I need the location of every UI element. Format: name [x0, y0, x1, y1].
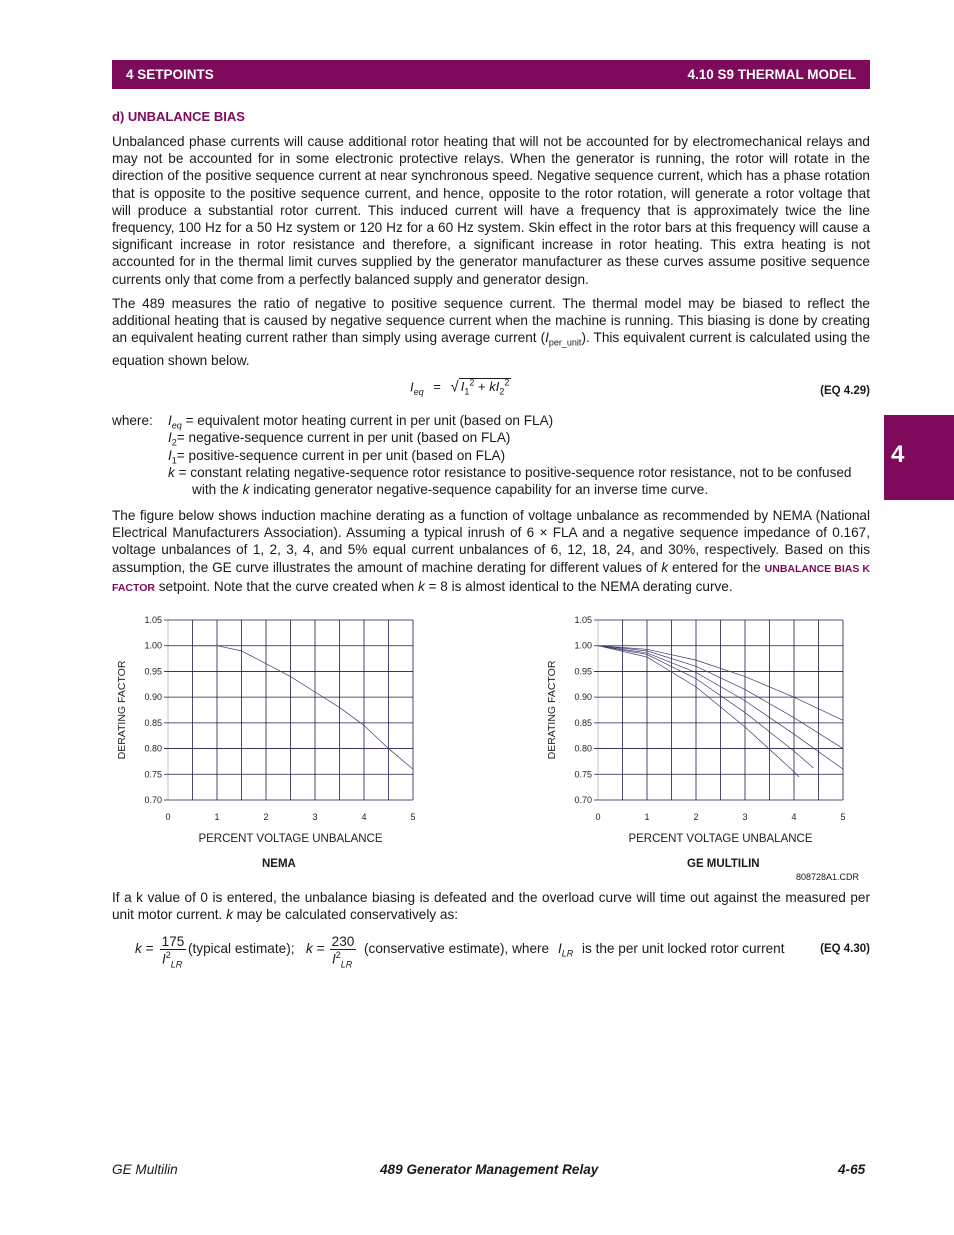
- equation-number-4-29: (EQ 4.29): [820, 385, 870, 397]
- y-tick-label: 1.00: [574, 640, 592, 651]
- header-section: 4.10 S9 THERMAL MODEL: [687, 67, 856, 82]
- series-line: [193, 646, 414, 769]
- x-tick-label: 0: [595, 812, 601, 822]
- y-tick-label: 0.80: [144, 743, 162, 754]
- equation-number-4-30: (EQ 4.30): [820, 943, 870, 955]
- paragraph-1: Unbalanced phase currents will cause additional rotor heating that will not be accounted for by electromechanical relays and may not be accounted for in some electronic protective relays. When the generator is running, the rotor will rotate in the direction of the positive sequence current at near synchronous speed. Negative sequence current, which has a phase rotation that is opposite to the positive sequence current, and hence, opposite to the rotor rotation, will generate a rotor voltage that will produce a substantial rotor current. This induced current will have a frequency that is approximately twice the line frequency, 100 Hz for a 50 Hz system or 120 Hz for a 60 Hz system. Skin effect in the rotor bars at this frequency will cause a significant increase in rotor resistance and therefore, a significant increase in rotor heating. This extra heating is not accounted for in the thermal limit curves supplied by the generator manufacturer as these curves assume positive sequence currents only that come from a perfectly balanced supply and generator design.: [112, 134, 870, 287]
- series-line: [598, 646, 799, 777]
- y-tick-label: 0.70: [574, 795, 592, 805]
- def-k: k = constant relating negative-sequence rotor resistance to positive-sequence rotor resistance, not to be confused: [168, 465, 852, 480]
- chapter-tab-number: 4: [891, 441, 905, 468]
- y-axis-label: DERATING FACTOR: [546, 660, 558, 760]
- x-tick-label: 3: [312, 812, 318, 822]
- series-line: [598, 646, 814, 768]
- x-tick-label: 2: [693, 812, 699, 822]
- y-tick-label: 0.90: [144, 692, 162, 703]
- y-tick-label: 0.95: [574, 666, 592, 677]
- y-tick-label: 0.75: [144, 769, 162, 780]
- y-axis-label: DERATING FACTOR: [116, 660, 128, 760]
- y-tick-label: 0.85: [144, 717, 162, 728]
- y-tick-label: 0.95: [144, 666, 162, 677]
- x-tick-label: 2: [263, 812, 269, 822]
- def-k-cont: with the k indicating generator negative-sequence capability for an inverse time curve.: [192, 482, 709, 497]
- x-axis-label: PERCENT VOLTAGE UNBALANCE: [628, 833, 813, 845]
- x-tick-label: 5: [840, 812, 846, 822]
- x-axis-label: PERCENT VOLTAGE UNBALANCE: [198, 833, 383, 845]
- equation-4-29: $I_{eq}$ = √ $I_1^2 + kI_2^2$: [410, 378, 510, 397]
- def-i1: $I_1=$ positive-sequence current in per unit (based on FLA): [168, 448, 506, 466]
- nema-chart: [110, 608, 430, 853]
- x-tick-label: 4: [791, 812, 797, 822]
- section-title: d) UNBALANCE BIAS: [112, 109, 245, 124]
- def-i2: $I_2=$ negative-sequence current in per unit (based on FLA): [168, 430, 511, 448]
- setpoint-name: UNBALANCE BIAS K FACTOR: [112, 562, 870, 594]
- footer-company: GE Multilin: [112, 1162, 178, 1177]
- paragraph-2: The 489 measures the ratio of negative to positive sequence current. The thermal model may be biased to reflect the additional heating that is caused by negative sequence current when the machine is running. This biasing is done by creating an equivalent heating current rather than simply using average current $(I_{per\_unit})$. This equivalent current is calculated using the equation shown below.: [112, 296, 870, 369]
- paragraph-3: The figure below shows induction machine derating as a function of voltage unbalance as recommended by NEMA (National Electrical Manufacturers Association). Assuming a typical inrush of 6 × FLA and a negative sequence impedance of 0.167, voltage unbalances of 1, 2, 3, 4, and 5% equal current unbalances of 6, 12, 18, 24, and 30%, respectively. Based on this assumption, the GE curve illustrates the amount of machine derating for different values of k entered for the UNBALANCE BIAS K FACTOR setpoint. Note that the curve created when k = 8 is almost identical to the NEMA derating curve.: [112, 508, 870, 594]
- y-tick-label: 0.80: [574, 743, 592, 754]
- x-tick-label: 1: [214, 812, 220, 822]
- nema-chart-title: NEMA: [262, 858, 296, 870]
- footer-page-number: 4-65: [838, 1162, 866, 1177]
- x-tick-label: 1: [644, 812, 650, 822]
- ge-chart-title: GE MULTILIN: [687, 858, 760, 870]
- page-header-bar: [112, 60, 870, 89]
- ge-multilin-chart: [540, 608, 860, 853]
- y-tick-label: 1.05: [574, 615, 592, 625]
- y-tick-label: 1.00: [144, 640, 162, 651]
- x-tick-label: 4: [361, 812, 367, 822]
- y-tick-label: 0.85: [574, 717, 592, 728]
- x-tick-label: 3: [742, 812, 748, 822]
- y-tick-label: 0.70: [144, 795, 162, 805]
- chapter-tab: [884, 415, 954, 500]
- y-tick-label: 0.75: [574, 769, 592, 780]
- x-tick-label: 5: [410, 812, 416, 822]
- y-tick-label: 0.90: [574, 692, 592, 703]
- footer-product: 489 Generator Management Relay: [380, 1162, 599, 1177]
- figure-id: 808728A1.CDR: [796, 872, 860, 882]
- x-tick-label: 0: [165, 812, 171, 822]
- def-ieq: $I_{eq}$ = equivalent motor heating current in per unit (based on FLA): [168, 413, 554, 431]
- y-tick-label: 1.05: [144, 615, 162, 625]
- paragraph-4: If a k value of 0 is entered, the unbalance biasing is defeated and the overload curve will time out against the measured per unit motor current. k may be calculated conservatively as:: [112, 890, 870, 923]
- header-chapter: 4 SETPOINTS: [126, 67, 214, 82]
